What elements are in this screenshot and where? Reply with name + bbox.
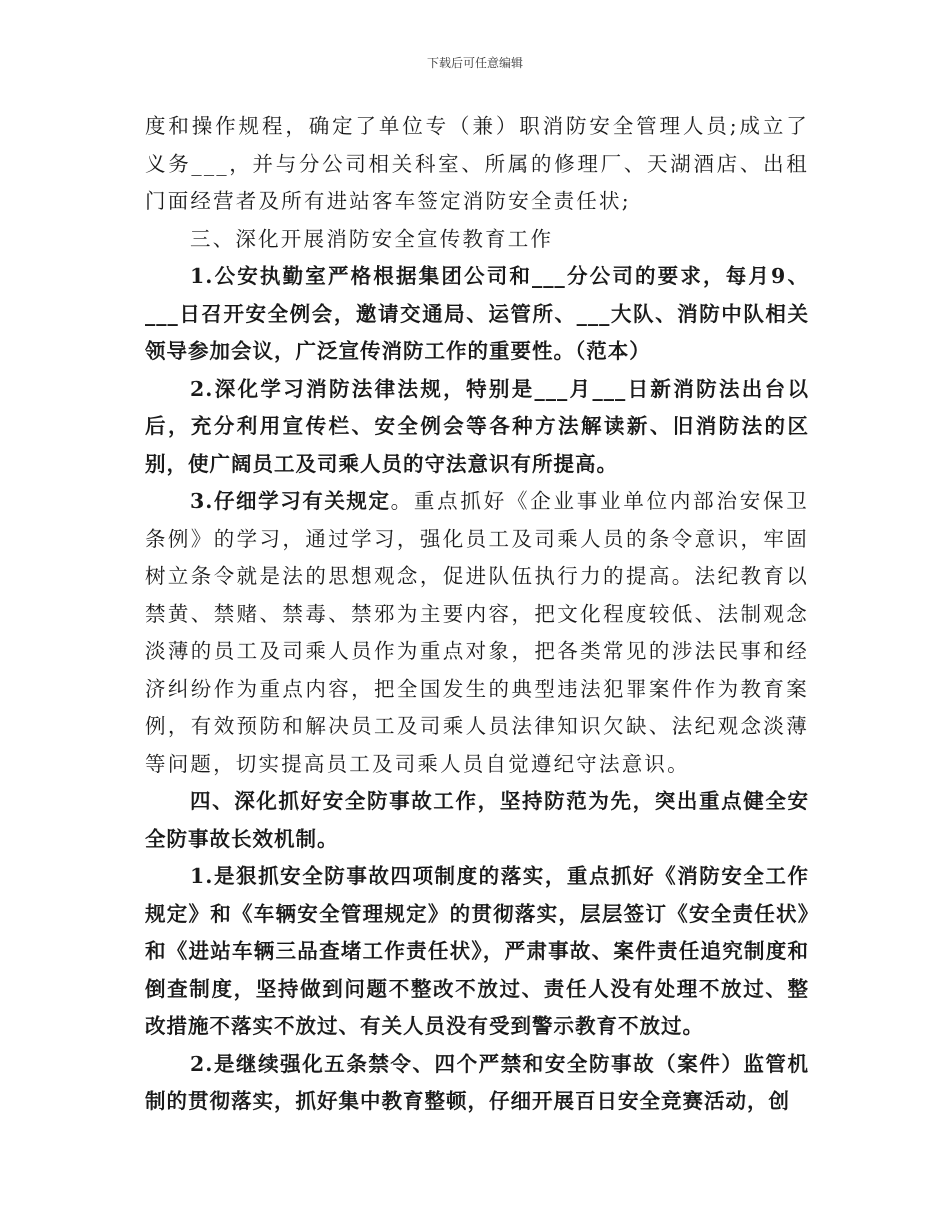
document-body bbox=[145, 108, 809, 1121]
paragraph-item-4-1: 1.是狠抓安全防事故四项制度的落实，重点抓好《消防安全工作规定》和《车辆安全管理规定》的贯彻落实，层层签订《安全责任状》和《进站车辆三品查堵工作责任状》，严肃事故、案件责任追究制度和倒查制度，坚持做到问题不整改不放过、责任人没有处理不放过、整改措施不落实不放过、有关人员没有受到警示教育不放过。 bbox=[145, 864, 809, 1038]
section-heading-four: 四、深化抓好安全防事故工作，坚持防范为先，突出重点健全安全防事故长效机制。 bbox=[145, 789, 809, 851]
paragraph-item-3-lead: 3.仔细学习有关规定 bbox=[190, 489, 391, 513]
page-header-note: 下载后可任意编辑 bbox=[426, 56, 523, 70]
section-heading-three: 三、深化开展消防安全宣传教育工作 bbox=[190, 226, 554, 251]
paragraph-item-4-2: 2.是继续强化五条禁令、四个严禁和安全防事故（案件）监管机制的贯彻落实，抓好集中教育整顿，仔细开展百日安全竞赛活动，创 bbox=[145, 1051, 809, 1113]
paragraph-continuation: 度和操作规程，确定了单位专（兼）职消防安全管理人员;成立了义务___，并与分公司相关科室、所属的修理厂、天湖酒店、出租门面经营者及所有进站客车签定消防安全责任状; bbox=[145, 114, 809, 213]
paragraph-item-1: 1.公安执勤室严格根据集团公司和___分公司的要求，每月9、___日召开安全例会，邀请交通局、运管所、___大队、消防中队相关领导参加会议，广泛宣传消防工作的重要性。（范本） bbox=[145, 264, 809, 363]
paragraph-item-3 bbox=[145, 483, 809, 783]
paragraph-item-2: 2.深化学习消防法律法规，特别是___月___日新消防法出台以后，充分利用宣传栏、安全例会等各种方法解读新、旧消防法的区别，使广阔员工及司乘人员的守法意识有所提高。 bbox=[145, 376, 809, 476]
paragraph-item-3-body: 。重点抓好《企业事业单位内部治安保卫条例》的学习，通过学习，强化员工及司乘人员的条令意识，牢固树立条令就是法的思想观念，促进队伍执行力的提高。法纪教育以禁黄、禁赌、禁毒、禁邪为主要内容，把文化程度较低、法制观念淡薄的员工及司乘人员作为重点对象，把各类常见的涉法民事和经济纠纷作为重点内容，把全国发生的典型违法犯罪案件作为教育案例，有效预防和解决员工及司乘人员法律知识欠缺、法纪观念淡薄等问题，切实提高员工及司乘人员自觉遵纪守法意识。 bbox=[145, 489, 809, 776]
